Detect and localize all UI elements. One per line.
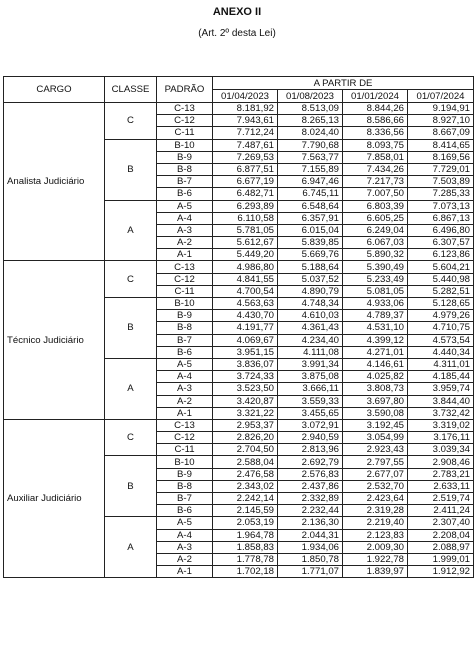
salary-value: 2.219,40: [343, 517, 408, 529]
cargo-name: Técnico Judiciário: [4, 261, 105, 419]
salary-value: 1.999,01: [408, 553, 474, 565]
salary-value: 3.559,33: [278, 395, 343, 407]
salary-value: 4.841,55: [213, 273, 278, 285]
classe-cell: A: [105, 200, 157, 261]
salary-value: 2.588,04: [213, 456, 278, 468]
salary-value: 7.155,89: [278, 163, 343, 175]
salary-value: 5.037,52: [278, 273, 343, 285]
salary-value: 5.449,20: [213, 249, 278, 261]
salary-value: 5.128,65: [408, 298, 474, 310]
salary-value: 8.667,09: [408, 127, 474, 139]
salary-value: 4.185,44: [408, 371, 474, 383]
salary-value: 2.145,59: [213, 505, 278, 517]
salary-value: 3.321,22: [213, 407, 278, 419]
salary-value: 8.414,65: [408, 139, 474, 151]
header-classe: CLASSE: [105, 77, 157, 103]
padrao-cell: C-12: [157, 432, 213, 444]
salary-value: 5.081,05: [343, 285, 408, 297]
salary-value: 7.073,13: [408, 200, 474, 212]
salary-value: 4.430,70: [213, 310, 278, 322]
salary-value: 7.285,33: [408, 188, 474, 200]
salary-value: 5.781,05: [213, 224, 278, 236]
salary-value: 3.732,42: [408, 407, 474, 419]
cargo-name: Analista Judiciário: [4, 103, 105, 261]
salary-value: 6.877,51: [213, 163, 278, 175]
salary-value: 2.343,02: [213, 480, 278, 492]
salary-value: 6.482,71: [213, 188, 278, 200]
salary-value: 2.437,86: [278, 480, 343, 492]
salary-value: 5.390,49: [343, 261, 408, 273]
salary-value: 8.093,75: [343, 139, 408, 151]
salary-value: 6.947,46: [278, 176, 343, 188]
padrao-cell: B-9: [157, 310, 213, 322]
salary-value: 1.912,92: [408, 566, 474, 578]
header-padrao: PADRÃO: [157, 77, 213, 103]
classe-cell: B: [105, 139, 157, 200]
salary-value: 5.440,98: [408, 273, 474, 285]
salary-value: 2.423,64: [343, 493, 408, 505]
salary-value: 4.573,54: [408, 334, 474, 346]
salary-value: 5.669,76: [278, 249, 343, 261]
salary-value: 3.039,34: [408, 444, 474, 456]
salary-value: 2.692,79: [278, 456, 343, 468]
salary-value: 2.532,70: [343, 480, 408, 492]
salary-value: 4.531,10: [343, 322, 408, 334]
classe-cell: C: [105, 103, 157, 140]
padrao-cell: B-10: [157, 456, 213, 468]
salary-value: 2.411,24: [408, 505, 474, 517]
salary-value: 4.789,37: [343, 310, 408, 322]
salary-value: 3.875,08: [278, 371, 343, 383]
padrao-cell: B-10: [157, 298, 213, 310]
salary-value: 6.496,80: [408, 224, 474, 236]
salary-value: 2.519,74: [408, 493, 474, 505]
padrao-cell: A-2: [157, 237, 213, 249]
salary-value: 3.319,02: [408, 419, 474, 431]
salary-value: 2.136,30: [278, 517, 343, 529]
salary-value: 2.576,83: [278, 468, 343, 480]
padrao-cell: A-4: [157, 529, 213, 541]
padrao-cell: A-2: [157, 553, 213, 565]
salary-value: 2.242,14: [213, 493, 278, 505]
salary-value: 4.748,34: [278, 298, 343, 310]
padrao-cell: A-4: [157, 212, 213, 224]
salary-value: 1.850,78: [278, 553, 343, 565]
salary-value: 5.604,21: [408, 261, 474, 273]
classe-cell: B: [105, 456, 157, 517]
document-subtitle: (Art. 2º desta Lei): [198, 28, 276, 39]
salary-value: 7.858,01: [343, 151, 408, 163]
salary-value: 3.959,74: [408, 383, 474, 395]
table-row: [4, 419, 474, 431]
classe-cell: C: [105, 419, 157, 456]
salary-value: 7.007,50: [343, 188, 408, 200]
salary-value: 5.233,49: [343, 273, 408, 285]
table-row: [4, 261, 474, 273]
salary-value: 8.586,66: [343, 115, 408, 127]
header-a-partir-de: A PARTIR DE: [213, 77, 474, 90]
salary-value: 4.361,43: [278, 322, 343, 334]
salary-value: 4.191,77: [213, 322, 278, 334]
salary-value: 2.476,58: [213, 468, 278, 480]
salary-value: 3.054,99: [343, 432, 408, 444]
padrao-cell: A-5: [157, 358, 213, 370]
cargo-name: Auxiliar Judiciário: [4, 419, 105, 577]
salary-value: 2.908,46: [408, 456, 474, 468]
salary-value: 3.844,40: [408, 395, 474, 407]
padrao-cell: B-7: [157, 176, 213, 188]
salary-value: 3.176,11: [408, 432, 474, 444]
salary-value: 8.181,92: [213, 103, 278, 115]
salary-value: 7.487,61: [213, 139, 278, 151]
salary-value: 1.934,06: [278, 541, 343, 553]
salary-value: 7.503,89: [408, 176, 474, 188]
salary-value: 6.803,39: [343, 200, 408, 212]
classe-cell: A: [105, 358, 157, 419]
header-cargo: CARGO: [4, 77, 105, 103]
padrao-cell: B-6: [157, 505, 213, 517]
padrao-cell: B-9: [157, 468, 213, 480]
salary-value: 4.271,01: [343, 346, 408, 358]
salary-value: 6.307,57: [408, 237, 474, 249]
salary-value: 8.513,09: [278, 103, 343, 115]
classe-cell: B: [105, 298, 157, 359]
salary-value: 4.399,12: [343, 334, 408, 346]
salary-value: 3.666,11: [278, 383, 343, 395]
salary-value: 8.336,56: [343, 127, 408, 139]
salary-value: 2.813,96: [278, 444, 343, 456]
salary-value: 6.548,64: [278, 200, 343, 212]
salary-value: 4.563,63: [213, 298, 278, 310]
padrao-cell: C-11: [157, 127, 213, 139]
salary-value: 3.192,45: [343, 419, 408, 431]
table-body: [4, 103, 474, 578]
salary-value: 6.867,13: [408, 212, 474, 224]
salary-value: 3.420,87: [213, 395, 278, 407]
salary-value: 8.169,56: [408, 151, 474, 163]
salary-value: 3.455,65: [278, 407, 343, 419]
salary-value: 6.357,91: [278, 212, 343, 224]
salary-value: 2.123,83: [343, 529, 408, 541]
salary-value: 2.319,28: [343, 505, 408, 517]
document-title: ANEXO II: [212, 6, 262, 18]
salary-value: 7.943,61: [213, 115, 278, 127]
salary-value: 5.188,64: [278, 261, 343, 273]
salary-value: 7.217,73: [343, 176, 408, 188]
padrao-cell: C-13: [157, 103, 213, 115]
salary-value: 8.844,26: [343, 103, 408, 115]
table-row: [4, 103, 474, 115]
salary-value: 2.332,89: [278, 493, 343, 505]
salary-value: 7.790,68: [278, 139, 343, 151]
salary-value: 9.194,91: [408, 103, 474, 115]
salary-value: 2.826,20: [213, 432, 278, 444]
padrao-cell: B-10: [157, 139, 213, 151]
salary-value: 6.745,11: [278, 188, 343, 200]
salary-value: 1.771,07: [278, 566, 343, 578]
salary-value: 3.836,07: [213, 358, 278, 370]
salary-value: 4.933,06: [343, 298, 408, 310]
classe-cell: A: [105, 517, 157, 578]
salary-value: 8.024,40: [278, 127, 343, 139]
padrao-cell: C-13: [157, 419, 213, 431]
salary-value: 2.053,19: [213, 517, 278, 529]
salary-value: 2.633,11: [408, 480, 474, 492]
salary-value: 6.015,04: [278, 224, 343, 236]
salary-value: 4.710,75: [408, 322, 474, 334]
salary-value: 4.234,40: [278, 334, 343, 346]
salary-value: 3.590,08: [343, 407, 408, 419]
padrao-cell: B-8: [157, 163, 213, 175]
salary-value: 8.265,13: [278, 115, 343, 127]
salary-value: 3.951,15: [213, 346, 278, 358]
header-date: 01/07/2024: [408, 90, 474, 103]
padrao-cell: B-9: [157, 151, 213, 163]
salary-value: 1.858,83: [213, 541, 278, 553]
salary-value: 7.434,26: [343, 163, 408, 175]
salary-value: 3.724,33: [213, 371, 278, 383]
padrao-cell: C-12: [157, 273, 213, 285]
salary-value: 2.208,04: [408, 529, 474, 541]
padrao-cell: B-7: [157, 493, 213, 505]
salary-value: 4.700,54: [213, 285, 278, 297]
salary-value: 2.783,21: [408, 468, 474, 480]
padrao-cell: C-13: [157, 261, 213, 273]
salary-value: 5.890,32: [343, 249, 408, 261]
salary-value: 4.610,03: [278, 310, 343, 322]
salary-value: 2.797,55: [343, 456, 408, 468]
padrao-cell: A-1: [157, 249, 213, 261]
salary-value: 1.839,97: [343, 566, 408, 578]
salary-value: 2.044,31: [278, 529, 343, 541]
salary-value: 1.964,78: [213, 529, 278, 541]
salary-value: 2.704,50: [213, 444, 278, 456]
salary-value: 4.979,26: [408, 310, 474, 322]
salary-value: 2.677,07: [343, 468, 408, 480]
salary-value: 6.110,58: [213, 212, 278, 224]
header-date: 01/08/2023: [278, 90, 343, 103]
salary-value: 2.009,30: [343, 541, 408, 553]
salary-value: 7.269,53: [213, 151, 278, 163]
padrao-cell: A-2: [157, 395, 213, 407]
padrao-cell: C-11: [157, 285, 213, 297]
salary-value: 7.563,77: [278, 151, 343, 163]
padrao-cell: A-1: [157, 407, 213, 419]
salary-value: 6.249,04: [343, 224, 408, 236]
padrao-cell: A-3: [157, 224, 213, 236]
salary-value: 4.986,80: [213, 261, 278, 273]
padrao-cell: B-8: [157, 322, 213, 334]
salary-table: [3, 76, 474, 578]
header-date: 01/04/2023: [213, 90, 278, 103]
salary-value: 7.729,01: [408, 163, 474, 175]
salary-value: 5.839,85: [278, 237, 343, 249]
salary-value: 4.111,08: [278, 346, 343, 358]
salary-value: 4.890,79: [278, 285, 343, 297]
padrao-cell: A-3: [157, 383, 213, 395]
salary-value: 6.677,19: [213, 176, 278, 188]
salary-value: 2.232,44: [278, 505, 343, 517]
salary-value: 3.697,80: [343, 395, 408, 407]
salary-value: 4.146,61: [343, 358, 408, 370]
salary-value: 1.922,78: [343, 553, 408, 565]
salary-value: 5.282,51: [408, 285, 474, 297]
salary-value: 2.953,37: [213, 419, 278, 431]
padrao-cell: A-5: [157, 517, 213, 529]
salary-value: 8.927,10: [408, 115, 474, 127]
salary-value: 6.605,25: [343, 212, 408, 224]
salary-value: 4.440,34: [408, 346, 474, 358]
padrao-cell: A-1: [157, 566, 213, 578]
padrao-cell: B-7: [157, 334, 213, 346]
padrao-cell: A-4: [157, 371, 213, 383]
salary-value: 3.523,50: [213, 383, 278, 395]
salary-value: 3.991,34: [278, 358, 343, 370]
padrao-cell: B-8: [157, 480, 213, 492]
salary-value: 1.702,18: [213, 566, 278, 578]
salary-value: 6.123,86: [408, 249, 474, 261]
salary-value: 2.940,59: [278, 432, 343, 444]
salary-value: 2.088,97: [408, 541, 474, 553]
padrao-cell: B-6: [157, 188, 213, 200]
padrao-cell: C-12: [157, 115, 213, 127]
salary-value: 6.293,89: [213, 200, 278, 212]
salary-value: 7.712,24: [213, 127, 278, 139]
salary-value: 3.072,91: [278, 419, 343, 431]
salary-value: 2.923,43: [343, 444, 408, 456]
salary-value: 2.307,40: [408, 517, 474, 529]
padrao-cell: C-11: [157, 444, 213, 456]
salary-value: 6.067,03: [343, 237, 408, 249]
padrao-cell: B-6: [157, 346, 213, 358]
salary-value: 1.778,78: [213, 553, 278, 565]
salary-value: 5.612,67: [213, 237, 278, 249]
padrao-cell: A-5: [157, 200, 213, 212]
salary-value: 4.311,01: [408, 358, 474, 370]
salary-value: 4.069,67: [213, 334, 278, 346]
padrao-cell: A-3: [157, 541, 213, 553]
header-date: 01/01/2024: [343, 90, 408, 103]
salary-value: 3.808,73: [343, 383, 408, 395]
classe-cell: C: [105, 261, 157, 298]
salary-value: 4.025,82: [343, 371, 408, 383]
